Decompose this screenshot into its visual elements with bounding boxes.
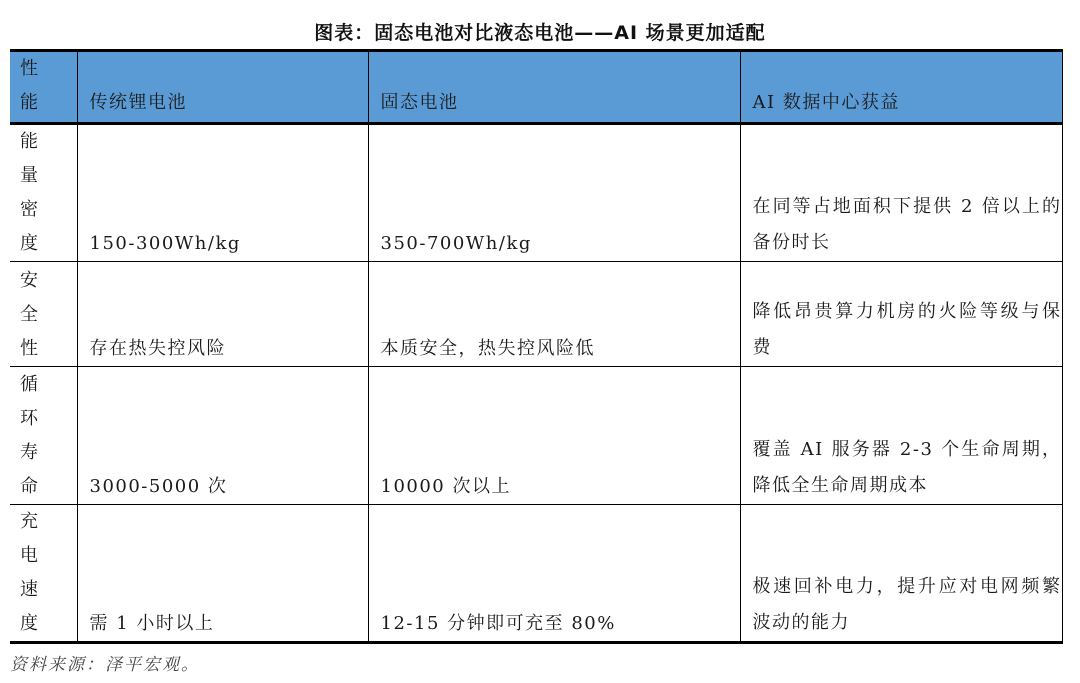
- comparison-table: [10, 49, 1063, 644]
- ai-benefit-cell: 在同等占地面积下提供 2 倍以上的备份时长: [740, 124, 1062, 262]
- ai-benefit-cell: 覆盖 AI 服务器 2-3 个生命周期，降低全生命周期成本: [740, 367, 1062, 505]
- attribute-cell: 充电速度: [10, 505, 77, 643]
- table-row: [10, 262, 1062, 367]
- figure-title: 图表：固态电池对比液态电池——AI 场景更加适配: [314, 22, 766, 44]
- ai-benefit-cell: 极速回补电力，提升应对电网频繁波动的能力: [740, 505, 1062, 643]
- column-header-ai-benefit: AI 数据中心获益: [740, 51, 1062, 124]
- attribute-cell: 循环寿命: [10, 367, 77, 505]
- column-header-solid-state: 固态电池: [368, 51, 740, 124]
- traditional-cell: 存在热失控风险: [77, 262, 368, 367]
- table-row: [10, 124, 1062, 262]
- traditional-cell: 3000-5000 次: [77, 367, 368, 505]
- solid-state-cell: 12-15 分钟即可充至 80%: [368, 505, 740, 643]
- column-header-traditional: 传统锂电池: [77, 51, 368, 124]
- solid-state-cell: 350-700Wh/kg: [368, 124, 740, 262]
- table-row: [10, 367, 1062, 505]
- source-note: 资料来源：泽平宏观。: [10, 655, 200, 675]
- solid-state-cell: 本质安全，热失控风险低: [368, 262, 740, 367]
- attribute-cell: 安全性: [10, 262, 77, 367]
- table-row: [10, 505, 1062, 643]
- traditional-cell: 150-300Wh/kg: [77, 124, 368, 262]
- traditional-cell: 需 1 小时以上: [77, 505, 368, 643]
- column-header-attribute: 性能: [10, 51, 77, 124]
- attribute-cell: 能量密度: [10, 124, 77, 262]
- ai-benefit-cell: 降低昂贵算力机房的火险等级与保费: [740, 262, 1062, 367]
- solid-state-cell: 10000 次以上: [368, 367, 740, 505]
- table-header-row: [10, 51, 1062, 124]
